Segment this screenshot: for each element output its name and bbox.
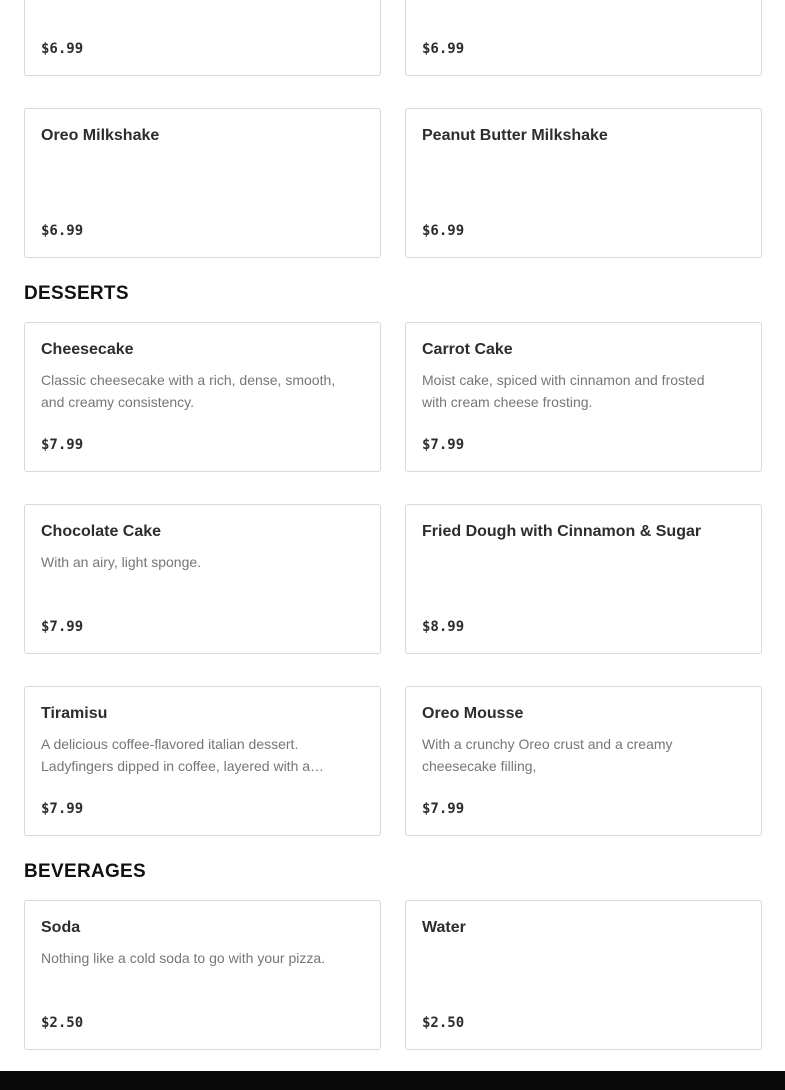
menu-item-cheesecake[interactable]: [24, 322, 381, 472]
menu-item-price: $7.99: [41, 801, 84, 817]
section-title-beverages: BEVERAGES: [24, 861, 147, 882]
menu-item-name: Oreo Mousse: [422, 705, 524, 722]
menu-item-peanut-butter-milkshake[interactable]: [405, 108, 762, 258]
menu-item-name: Peanut Butter Milkshake: [422, 127, 608, 144]
menu-item-name: Chocolate Cake: [41, 523, 162, 540]
menu-item-price: $6.99: [41, 41, 84, 57]
menu-item-tiramisu[interactable]: [24, 686, 381, 836]
menu-item-carrot-cake[interactable]: [405, 322, 762, 472]
menu-item-name: Tiramisu: [41, 705, 108, 722]
section-title-desserts: DESSERTS: [24, 283, 129, 304]
menu-item-oreo-milkshake[interactable]: [24, 108, 381, 258]
menu-item-price: $6.99: [41, 223, 84, 239]
menu-item-name: Water: [422, 919, 466, 936]
menu-item-oreo-mousse[interactable]: [405, 686, 762, 836]
menu-item-card[interactable]: [24, 0, 381, 76]
menu-item-price: $7.99: [41, 437, 84, 453]
menu-item-fried-dough[interactable]: [405, 504, 762, 654]
menu-item-name: Carrot Cake: [422, 341, 513, 358]
menu-item-description: Classic cheesecake with a rich, dense, smooth, and creamy consistency.: [41, 372, 336, 410]
menu-item-name: Oreo Milkshake: [41, 127, 160, 144]
menu-item-description: A delicious coffee-flavored italian dessert. Ladyfingers dipped in coffee, layered with a…: [41, 736, 325, 774]
menu-item-description: With a crunchy Oreo crust and a creamy cheesecake filling,: [422, 736, 673, 774]
menu-item-description: With an airy, light sponge.: [41, 554, 202, 570]
menu-item-price: $8.99: [422, 619, 465, 635]
menu-item-description: Moist cake, spiced with cinnamon and frosted with cream cheese frosting.: [422, 372, 705, 410]
menu-item-card[interactable]: [405, 0, 762, 76]
menu-item-price: $6.99: [422, 223, 465, 239]
menu-item-water[interactable]: [405, 900, 762, 1050]
footer-bar: [0, 1071, 785, 1090]
menu-item-chocolate-cake[interactable]: [24, 504, 381, 654]
menu-item-price: $6.99: [422, 41, 465, 57]
menu-item-price: $7.99: [422, 437, 465, 453]
menu-item-price: $7.99: [422, 801, 465, 817]
menu-item-price: $7.99: [41, 619, 84, 635]
menu-item-soda[interactable]: [24, 900, 381, 1050]
menu-item-price: $2.50: [41, 1015, 84, 1031]
menu-item-name: Fried Dough with Cinnamon & Sugar: [422, 523, 702, 540]
menu-item-description: Nothing like a cold soda to go with your pizza.: [41, 950, 326, 966]
menu-item-price: $2.50: [422, 1015, 465, 1031]
menu-item-name: Cheesecake: [41, 341, 134, 358]
menu-item-name: Soda: [41, 919, 81, 936]
